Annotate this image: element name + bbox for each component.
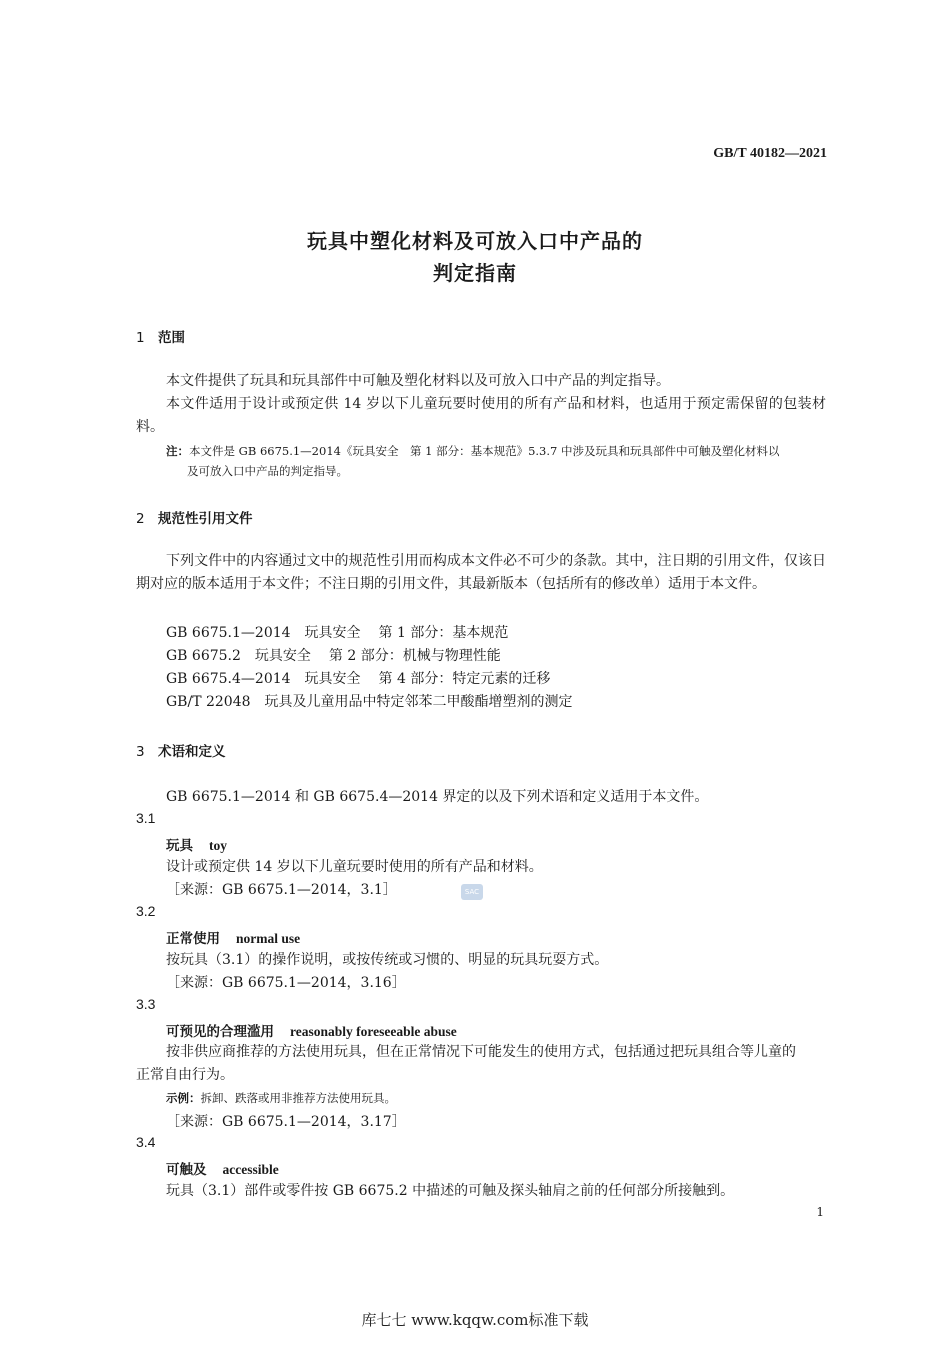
term-definition: 玩具（3.1）部件或零件按 GB 6675.2 中描述的可触及探头轴肩之前的任何部分所接触到。 bbox=[166, 1183, 735, 1199]
term-example bbox=[166, 1090, 396, 1106]
reference-code: GB 6675.2 bbox=[166, 648, 241, 664]
sac-watermark-logo: SAC bbox=[461, 884, 483, 900]
section-number: 2 bbox=[136, 511, 145, 527]
term-number: 3.2 bbox=[136, 903, 156, 919]
section2-paragraph: 下列文件中的内容通过文中的规范性引用而构成本文件必不可少的条款。其中，注日期的引用文件，仅该日期对应的版本适用于本文件；不注日期的引用文件，其最新版本（包括所有的修改单）适用于本文件。 bbox=[136, 553, 826, 592]
reference-title: 玩具及儿童用品中特定邻苯二甲酸酯增塑剂的测定 bbox=[264, 694, 573, 710]
term-number: 3.3 bbox=[136, 996, 156, 1012]
reference-title: 玩具安全 bbox=[304, 671, 361, 687]
section1-heading bbox=[136, 326, 185, 346]
footer-site-text: 库七七 www.kqqw.com标准下载 bbox=[361, 1311, 589, 1329]
section1-paragraph1: 本文件提供了玩具和玩具部件中可触及塑化材料以及可放入口中产品的判定指导。 bbox=[166, 373, 670, 389]
reference-code: GB 6675.4—2014 bbox=[166, 671, 291, 687]
section-number: 3 bbox=[136, 744, 145, 760]
note-text: 本文件是 GB 6675.1—2014《玩具安全 第 1 部分：基本规范》5.3.7 中涉及玩具和玩具部件中可触及塑化材料以 bbox=[189, 444, 780, 458]
reference-item bbox=[166, 622, 508, 642]
term-source: ［来源：GB 6675.1—2014，3.1］ bbox=[166, 882, 397, 898]
term-definition: 按非供应商推荐的方法使用玩具，但在正常情况下可能发生的使用方式，包括通过把玩具组合等儿童的正常自由行为。 bbox=[136, 1044, 796, 1083]
document-title-line1: 玩具中塑化材料及可放入口中产品的 bbox=[307, 229, 643, 253]
reference-part: 第 4 部分：特定元素的迁移 bbox=[378, 671, 551, 687]
reference-part: 第 1 部分：基本规范 bbox=[378, 625, 509, 641]
term-en: reasonably foreseeable abuse bbox=[290, 1024, 457, 1039]
term-zh: 玩具 bbox=[166, 838, 193, 854]
reference-item bbox=[166, 691, 573, 711]
term-number: 3.4 bbox=[136, 1134, 156, 1150]
term-title bbox=[166, 927, 300, 947]
term-definition: 按玩具（3.1）的操作说明，或按传统或习惯的、明显的玩具玩耍方式。 bbox=[166, 952, 609, 968]
standard-code: GB/T 40182—2021 bbox=[713, 146, 827, 161]
reference-code: GB/T 22048 bbox=[166, 694, 251, 710]
section1-paragraph2: 本文件适用于设计或预定供 14 岁以下儿童玩要时使用的所有产品和材料，也适用于预定需保留的包装材料。 bbox=[136, 396, 826, 435]
section3-intro: GB 6675.1—2014 和 GB 6675.4—2014 界定的以及下列术语和定义适用于本文件。 bbox=[166, 789, 709, 805]
document-title-line2: 判定指南 bbox=[433, 261, 517, 285]
term-title bbox=[166, 834, 227, 854]
term-zh: 正常使用 bbox=[166, 931, 220, 947]
term-en: normal use bbox=[236, 931, 301, 946]
section2-heading bbox=[136, 507, 253, 527]
example-text: 拆卸、跌落或用非推荐方法使用玩具。 bbox=[200, 1091, 396, 1105]
section-title: 范围 bbox=[158, 330, 185, 346]
term-zh: 可触及 bbox=[166, 1162, 207, 1178]
reference-item bbox=[166, 645, 501, 665]
page-number: 1 bbox=[816, 1205, 824, 1219]
term-en: toy bbox=[209, 838, 227, 853]
term-definition: 设计或预定供 14 岁以下儿童玩要时使用的所有产品和材料。 bbox=[166, 859, 543, 875]
term-source: ［来源：GB 6675.1—2014，3.17］ bbox=[166, 1114, 406, 1130]
term-zh: 可预见的合理滥用 bbox=[166, 1024, 274, 1040]
term-title bbox=[166, 1020, 457, 1040]
note-label: 注： bbox=[166, 444, 189, 458]
section-title: 术语和定义 bbox=[158, 744, 226, 760]
term-source: ［来源：GB 6675.1—2014，3.16］ bbox=[166, 975, 406, 991]
section1-note-line1 bbox=[166, 443, 780, 459]
term-title bbox=[166, 1158, 279, 1178]
reference-code: GB 6675.1—2014 bbox=[166, 625, 291, 641]
section3-heading bbox=[136, 740, 226, 760]
reference-title: 玩具安全 bbox=[254, 648, 311, 664]
reference-item bbox=[166, 668, 550, 688]
reference-part: 第 2 部分：机械与物理性能 bbox=[328, 648, 501, 664]
section1-note-line2: 及可放入口中产品的判定指导。 bbox=[187, 464, 348, 478]
term-en: accessible bbox=[222, 1162, 279, 1177]
section-number: 1 bbox=[136, 330, 145, 346]
term-number: 3.1 bbox=[136, 810, 156, 826]
example-label: 示例： bbox=[166, 1091, 201, 1105]
reference-title: 玩具安全 bbox=[304, 625, 361, 641]
section-title: 规范性引用文件 bbox=[158, 511, 253, 527]
